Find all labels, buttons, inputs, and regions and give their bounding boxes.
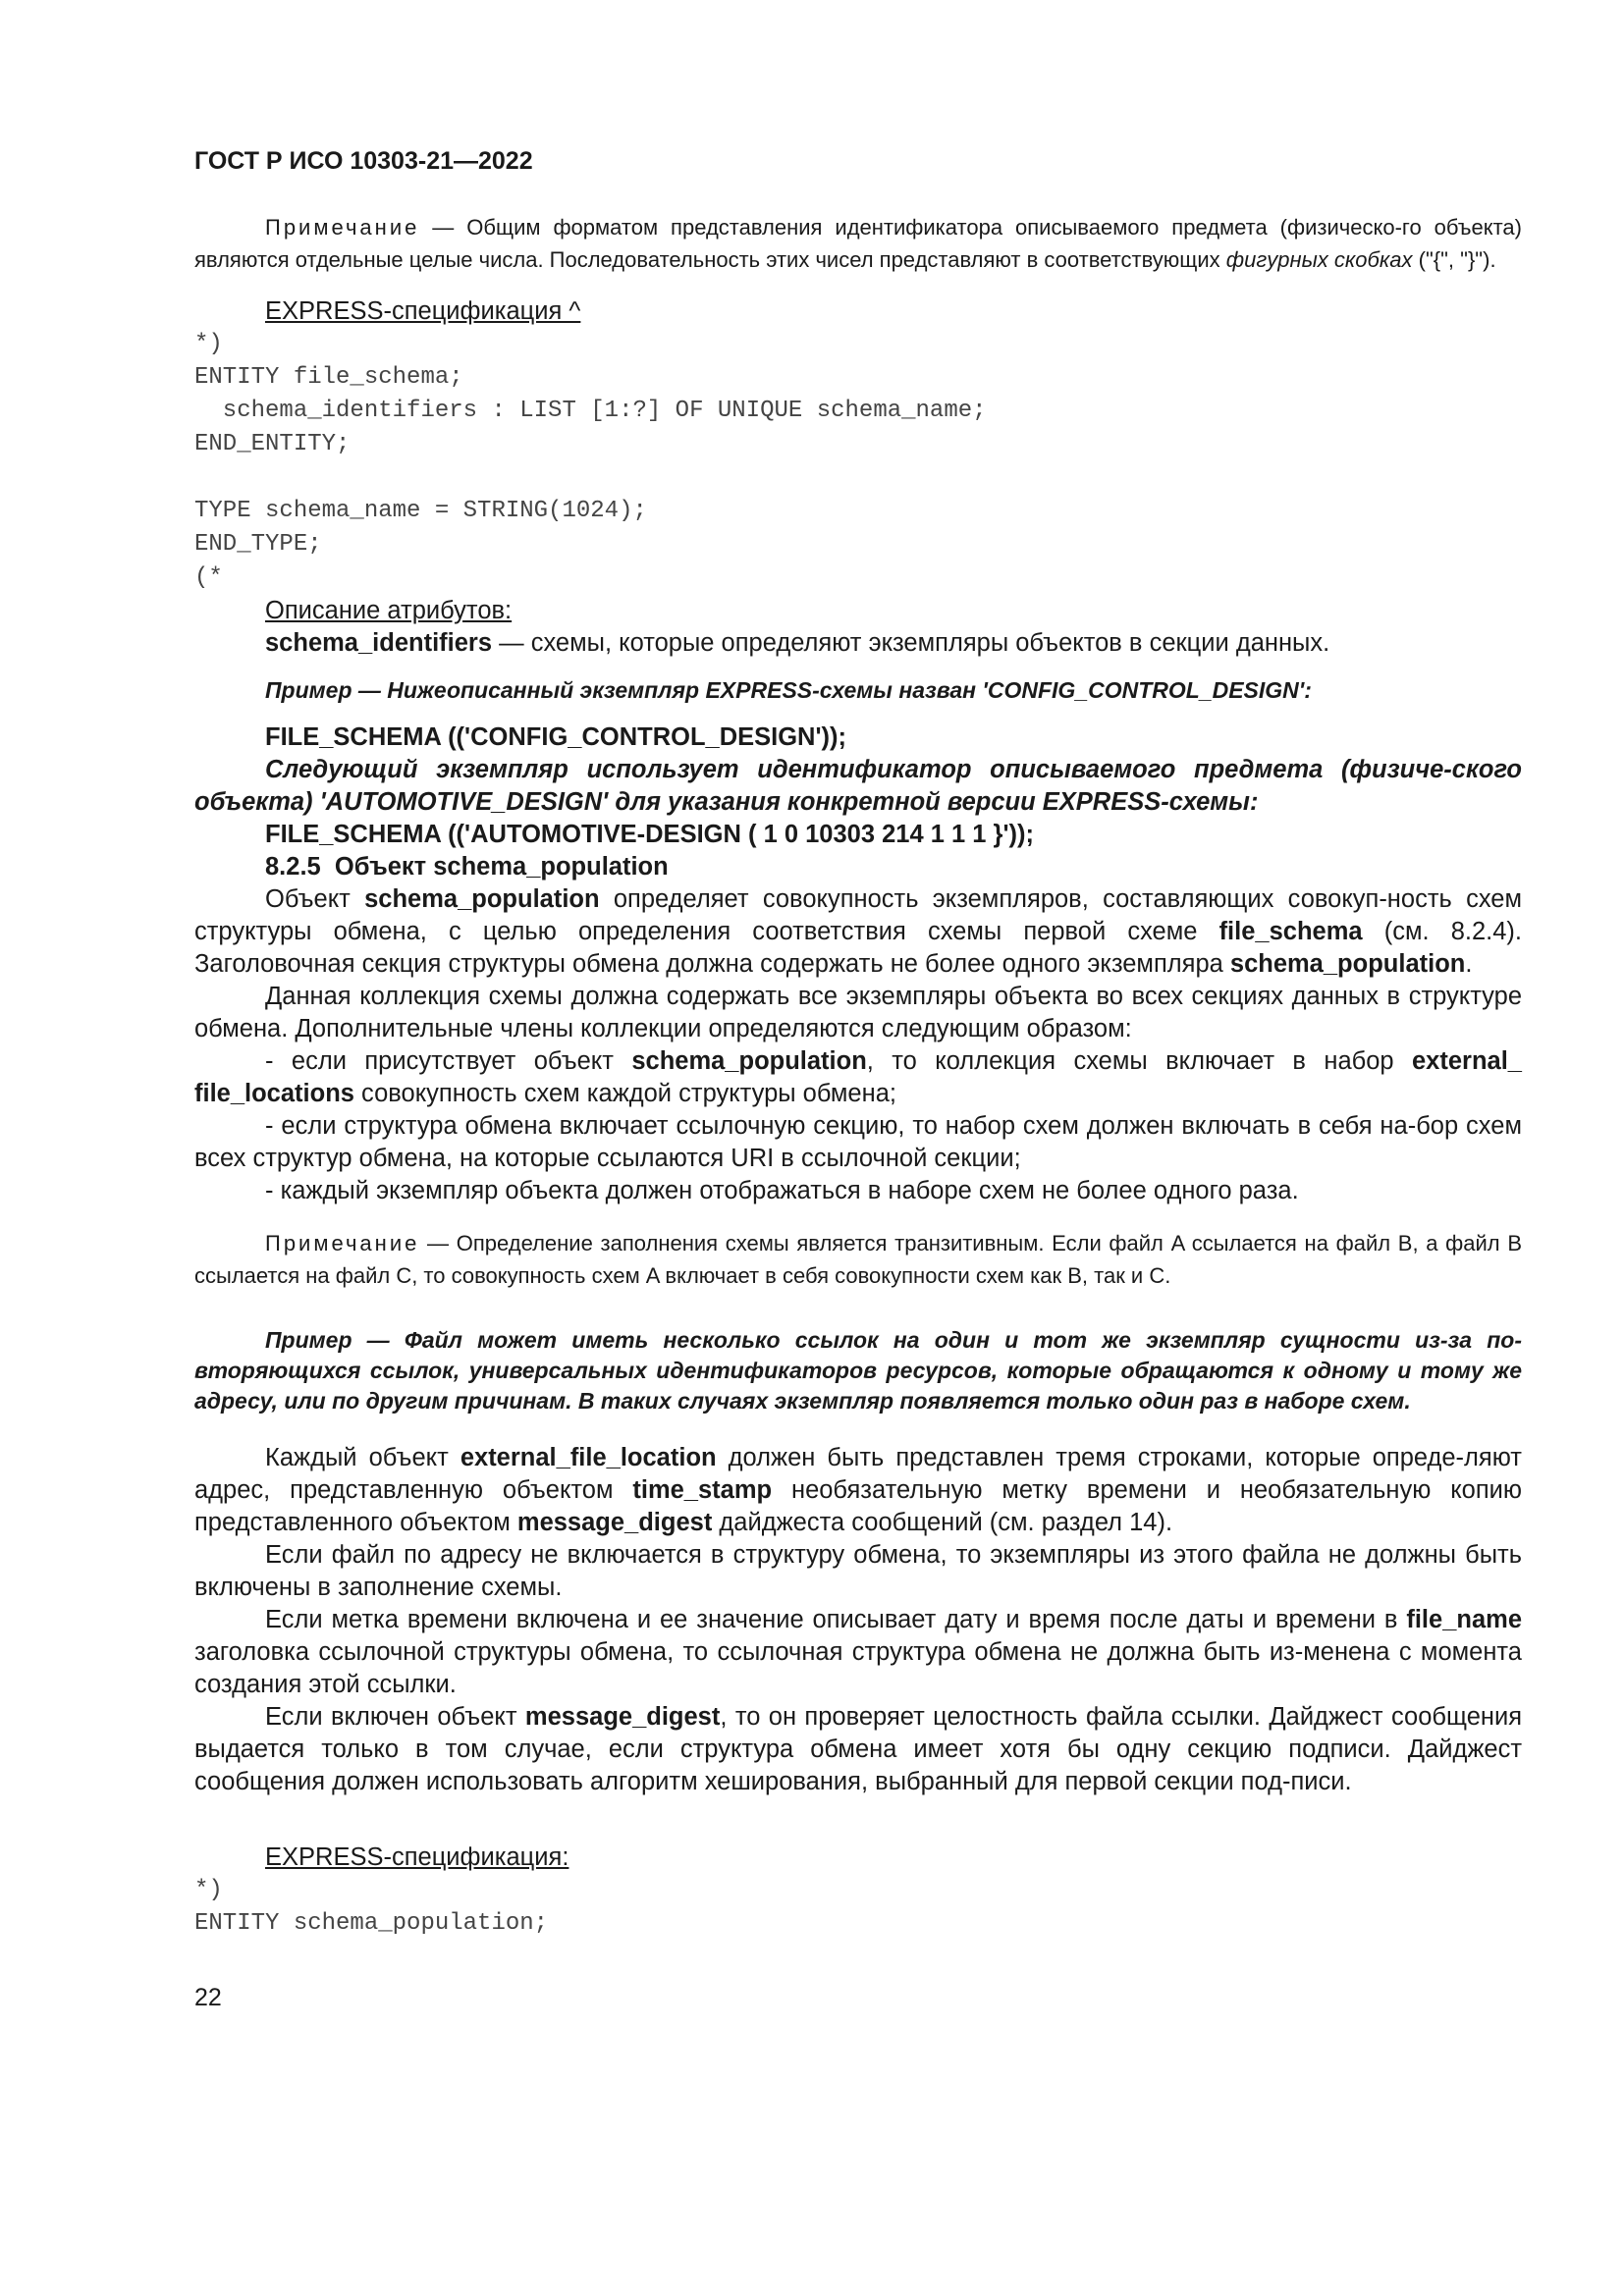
- attributes-title: Описание атрибутов:: [265, 597, 513, 624]
- paragraph-4: Если файл по адресу не включается в структуру обмена, то экземпляры из этого файла не должны быть включены в заполнение схемы.: [194, 1541, 1522, 1601]
- page-number: 22: [194, 1984, 222, 2011]
- list-item-3: - каждый экземпляр объекта должен отображаться в наборе схем не более одного раза.: [265, 1177, 1299, 1204]
- attribute-description: schema_identifiers — схемы, которые определяют экземпляры объектов в секции данных.: [265, 629, 1330, 657]
- section-heading: 8.2.5 Объект schema_population: [265, 853, 669, 881]
- express-spec-title-1: EXPRESS-спецификация ^: [265, 297, 581, 325]
- example-1-code-1: FILE_SCHEMA (('CONFIG_CONTROL_DESIGN'));: [265, 723, 847, 751]
- note-2-label: Примечание: [265, 1231, 420, 1255]
- note-1-label: Примечание: [265, 215, 420, 240]
- document-header: ГОСТ Р ИСО 10303-21—2022: [194, 147, 533, 175]
- document-page: [194, 147, 1522, 2012]
- paragraph-5: Если метка времени включена и ее значение описывает дату и время после даты и времени в file_name заголовка ссылочной структуры обмена, то ссылочная структура обмена не должна быть из-менена с момента создания этой ссылки.: [194, 1606, 1522, 1698]
- paragraph-6: Если включен объект message_digest, то он проверяет целостность файла ссылки. Дайджест сообщения выдается только в том случае, если структура обмена имеет хотя бы одну секцию подписи. Дайджест сообщения должен использовать алгоритм хеширования, выбранный для первой секции под-писи.: [194, 1703, 1523, 1795]
- paragraph-3: Каждый объект external_file_location должен быть представлен тремя строками, которые опреде-ляют адрес, представленную объектом time_stamp необязательную метку времени и необязательную копию представленного объектом message_digest дайджеста сообщений (см. раздел 14).: [194, 1444, 1523, 1536]
- example-1-code-2: FILE_SCHEMA (('AUTOMOTIVE-DESIGN ( 1 0 10303 214 1 1 1 }'));: [265, 821, 1034, 848]
- note-1: Примечание — Общим форматом представления идентификатора описываемого предмета (физическо-го объекта) являются отдельные целые числа. Последовательность этих чисел представляют в соответствующих фигурных скобках ("{", "}").: [194, 215, 1522, 272]
- example-1-intro: Пример — Нижеописанный экземпляр EXPRESS-схемы назван 'CONFIG_CONTROL_DESIGN':: [265, 677, 1312, 703]
- paragraph-2: Данная коллекция схемы должна содержать все экземпляры объекта во всех секциях данных в структуре обмена. Дополнительные члены коллекции определяются следующим образом:: [194, 983, 1522, 1042]
- paragraph-1: Объект schema_population определяет совокупность экземпляров, составляющих совокуп-ность схем структуры обмена, с целью определения соответствия схемы первой схеме file_schema (см. 8.2.4). Заголовочная секция структуры обмена должна содержать не более одного экземпляра schema_population.: [194, 885, 1522, 978]
- express-spec-title-2: EXPRESS-спецификация:: [265, 1843, 569, 1871]
- note-2: Примечание — Определение заполнения схемы является транзитивным. Если файл A ссылается на файл B, а файл B ссылается на файл C, то совокупность схем A включает в себя совокупности схем как B, так и C.: [194, 1231, 1522, 1288]
- example-1-text-2: Следующий экземпляр использует идентификатор описываемого предмета (физиче-ского объекта) 'AUTOMOTIVE_DESIGN' для указания конкретной версии EXPRESS-схемы:: [194, 756, 1522, 816]
- express-code-block-1: *) ENTITY file_schema; schema_identifiers : LIST [1:?] OF UNIQUE schema_name; END_ENTITY; TYPE schema_name = STRING(1024); END_TYPE; (*: [194, 331, 987, 591]
- express-code-block-2: *) ENTITY schema_population;: [194, 1877, 549, 1937]
- list-item-2: - если структура обмена включает ссылочную секцию, то набор схем должен включать в себя на-бор схем всех структур обмена, на которые ссылаются URI в ссылочной секции;: [194, 1112, 1522, 1172]
- example-2: Пример — Файл может иметь несколько ссылок на один и тот же экземпляр сущности из-за по-вторяющихся ссылок, универсальных идентификаторов ресурсов, которые обращаются к одному и тому же адресу, или по другим причинам. В таких случаях экземпляр появляется только один раз в наборе схем.: [194, 1327, 1522, 1414]
- list-item-1: - если присутствует объект schema_population, то коллекция схемы включает в набор external_ file_locations совокупность схем каждой структуры обмена;: [194, 1047, 1522, 1107]
